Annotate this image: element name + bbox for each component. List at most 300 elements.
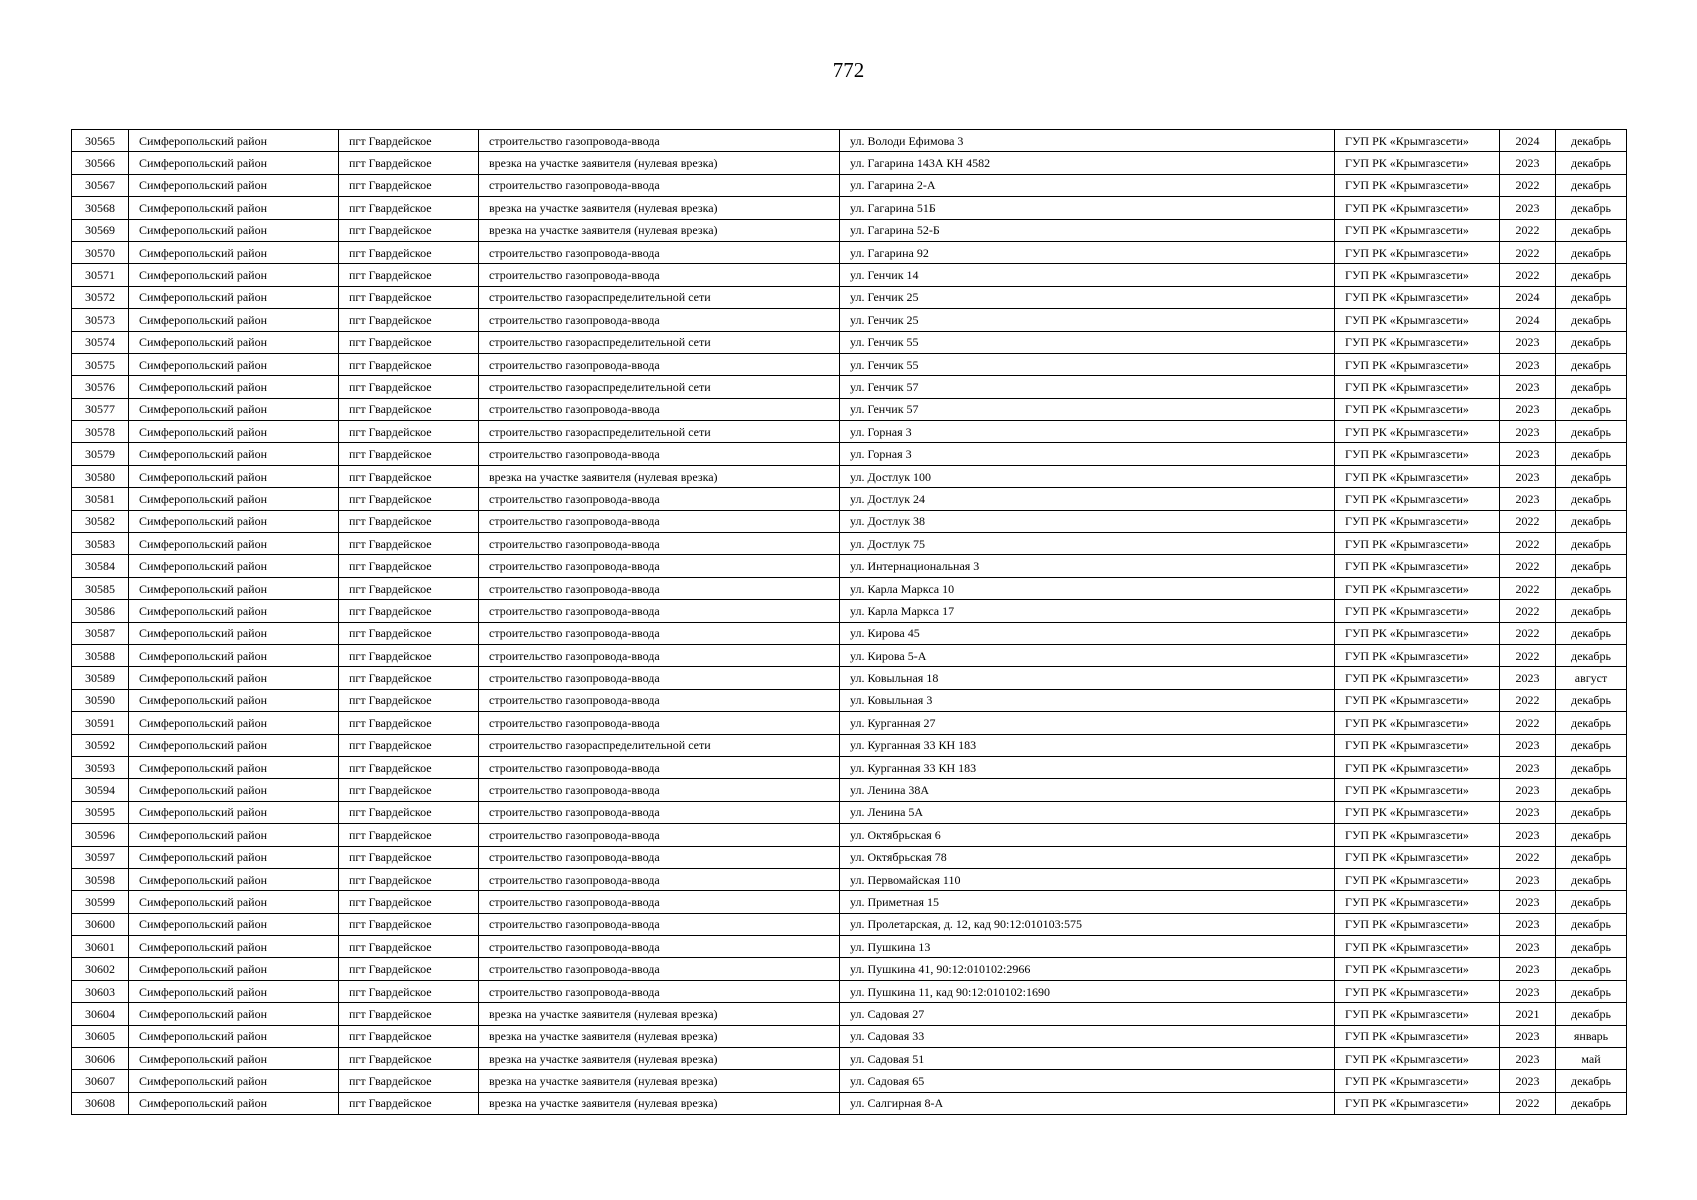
cell-address: ул. Садовая 51 — [840, 1048, 1335, 1070]
cell-district: Симферопольский район — [129, 734, 339, 756]
cell-settlement: пгт Гвардейское — [339, 891, 479, 913]
cell-organization: ГУП РК «Крымгазсети» — [1335, 712, 1500, 734]
cell-row-number: 30601 — [72, 936, 129, 958]
cell-address: ул. Генчик 55 — [840, 331, 1335, 353]
cell-month: декабрь — [1556, 712, 1627, 734]
cell-settlement: пгт Гвардейское — [339, 1092, 479, 1114]
cell-work-type: строительство газопровода-ввода — [479, 824, 840, 846]
cell-work-type: строительство газопровода-ввода — [479, 913, 840, 935]
cell-month: декабрь — [1556, 868, 1627, 890]
cell-address: ул. Садовая 33 — [840, 1025, 1335, 1047]
table-row — [72, 286, 1627, 308]
cell-district: Симферопольский район — [129, 465, 339, 487]
table-row — [72, 1003, 1627, 1025]
cell-organization: ГУП РК «Крымгазсети» — [1335, 309, 1500, 331]
table-row — [72, 174, 1627, 196]
cell-year: 2022 — [1500, 846, 1556, 868]
cell-address: ул. Пролетарская, д. 12, кад 90:12:010103:575 — [840, 913, 1335, 935]
cell-row-number: 30583 — [72, 533, 129, 555]
cell-year: 2024 — [1500, 286, 1556, 308]
cell-address: ул. Садовая 65 — [840, 1070, 1335, 1092]
cell-month: декабрь — [1556, 331, 1627, 353]
cell-work-type: строительство газораспределительной сети — [479, 421, 840, 443]
cell-address: ул. Генчик 25 — [840, 309, 1335, 331]
cell-organization: ГУП РК «Крымгазсети» — [1335, 421, 1500, 443]
cell-work-type: строительство газопровода-ввода — [479, 936, 840, 958]
table-row — [72, 465, 1627, 487]
cell-organization: ГУП РК «Крымгазсети» — [1335, 465, 1500, 487]
cell-work-type: строительство газопровода-ввода — [479, 891, 840, 913]
cell-year: 2023 — [1500, 868, 1556, 890]
cell-work-type: строительство газопровода-ввода — [479, 555, 840, 577]
cell-work-type: строительство газопровода-ввода — [479, 689, 840, 711]
cell-row-number: 30575 — [72, 353, 129, 375]
cell-row-number: 30565 — [72, 130, 129, 152]
cell-settlement: пгт Гвардейское — [339, 689, 479, 711]
cell-work-type: строительство газопровода-ввода — [479, 958, 840, 980]
cell-settlement: пгт Гвардейское — [339, 622, 479, 644]
table-row — [72, 376, 1627, 398]
cell-month: декабрь — [1556, 756, 1627, 778]
cell-address: ул. Генчик 57 — [840, 376, 1335, 398]
cell-organization: ГУП РК «Крымгазсети» — [1335, 868, 1500, 890]
cell-year: 2024 — [1500, 130, 1556, 152]
cell-district: Симферопольский район — [129, 689, 339, 711]
cell-year: 2023 — [1500, 667, 1556, 689]
cell-organization: ГУП РК «Крымгазсети» — [1335, 376, 1500, 398]
cell-organization: ГУП РК «Крымгазсети» — [1335, 756, 1500, 778]
cell-work-type: строительство газораспределительной сети — [479, 734, 840, 756]
cell-district: Симферопольский район — [129, 1070, 339, 1092]
cell-work-type: строительство газопровода-ввода — [479, 667, 840, 689]
cell-year: 2023 — [1500, 913, 1556, 935]
cell-organization: ГУП РК «Крымгазсети» — [1335, 510, 1500, 532]
cell-month: декабрь — [1556, 734, 1627, 756]
cell-settlement: пгт Гвардейское — [339, 600, 479, 622]
cell-organization: ГУП РК «Крымгазсети» — [1335, 801, 1500, 823]
cell-year: 2022 — [1500, 533, 1556, 555]
cell-year: 2023 — [1500, 465, 1556, 487]
cell-district: Симферопольский район — [129, 824, 339, 846]
cell-year: 2023 — [1500, 801, 1556, 823]
cell-organization: ГУП РК «Крымгазсети» — [1335, 936, 1500, 958]
cell-work-type: строительство газораспределительной сети — [479, 286, 840, 308]
cell-month: декабрь — [1556, 488, 1627, 510]
cell-settlement: пгт Гвардейское — [339, 913, 479, 935]
cell-month: декабрь — [1556, 174, 1627, 196]
cell-month: декабрь — [1556, 197, 1627, 219]
cell-organization: ГУП РК «Крымгазсети» — [1335, 1070, 1500, 1092]
cell-year: 2023 — [1500, 779, 1556, 801]
cell-district: Симферопольский район — [129, 756, 339, 778]
cell-address: ул. Ленина 5А — [840, 801, 1335, 823]
table-row — [72, 398, 1627, 420]
cell-work-type: строительство газораспределительной сети — [479, 331, 840, 353]
cell-address: ул. Гагарина 92 — [840, 241, 1335, 263]
cell-month: декабрь — [1556, 241, 1627, 263]
cell-work-type: строительство газопровода-ввода — [479, 488, 840, 510]
cell-year: 2022 — [1500, 622, 1556, 644]
cell-row-number: 30584 — [72, 555, 129, 577]
cell-district: Симферопольский район — [129, 376, 339, 398]
cell-work-type: врезка на участке заявителя (нулевая врезка) — [479, 219, 840, 241]
cell-address: ул. Горная 3 — [840, 421, 1335, 443]
cell-year: 2023 — [1500, 958, 1556, 980]
cell-address: ул. Пушкина 11, кад 90:12:010102:1690 — [840, 980, 1335, 1002]
cell-year: 2022 — [1500, 219, 1556, 241]
table-row — [72, 600, 1627, 622]
cell-address: ул. Генчик 25 — [840, 286, 1335, 308]
cell-work-type: строительство газопровода-ввода — [479, 980, 840, 1002]
cell-settlement: пгт Гвардейское — [339, 1003, 479, 1025]
cell-settlement: пгт Гвардейское — [339, 421, 479, 443]
cell-year: 2022 — [1500, 689, 1556, 711]
table-row — [72, 622, 1627, 644]
cell-month: декабрь — [1556, 152, 1627, 174]
cell-year: 2023 — [1500, 331, 1556, 353]
cell-organization: ГУП РК «Крымгазсети» — [1335, 734, 1500, 756]
cell-settlement: пгт Гвардейское — [339, 376, 479, 398]
cell-work-type: строительство газораспределительной сети — [479, 376, 840, 398]
cell-settlement: пгт Гвардейское — [339, 644, 479, 666]
cell-year: 2023 — [1500, 936, 1556, 958]
cell-year: 2022 — [1500, 174, 1556, 196]
cell-year: 2023 — [1500, 197, 1556, 219]
cell-district: Симферопольский район — [129, 398, 339, 420]
cell-district: Симферопольский район — [129, 980, 339, 1002]
cell-organization: ГУП РК «Крымгазсети» — [1335, 913, 1500, 935]
cell-month: декабрь — [1556, 1003, 1627, 1025]
table-row — [72, 331, 1627, 353]
cell-year: 2022 — [1500, 510, 1556, 532]
cell-work-type: строительство газопровода-ввода — [479, 644, 840, 666]
cell-work-type: строительство газопровода-ввода — [479, 264, 840, 286]
table-row — [72, 667, 1627, 689]
cell-work-type: строительство газопровода-ввода — [479, 756, 840, 778]
cell-work-type: строительство газопровода-ввода — [479, 712, 840, 734]
cell-month: декабрь — [1556, 622, 1627, 644]
cell-settlement: пгт Гвардейское — [339, 734, 479, 756]
cell-organization: ГУП РК «Крымгазсети» — [1335, 152, 1500, 174]
cell-row-number: 30571 — [72, 264, 129, 286]
cell-district: Симферопольский район — [129, 868, 339, 890]
cell-month: декабрь — [1556, 510, 1627, 532]
cell-row-number: 30568 — [72, 197, 129, 219]
cell-month: декабрь — [1556, 465, 1627, 487]
cell-row-number: 30607 — [72, 1070, 129, 1092]
cell-work-type: врезка на участке заявителя (нулевая врезка) — [479, 1003, 840, 1025]
cell-organization: ГУП РК «Крымгазсети» — [1335, 667, 1500, 689]
cell-month: декабрь — [1556, 533, 1627, 555]
cell-district: Симферопольский район — [129, 152, 339, 174]
cell-work-type: строительство газопровода-ввода — [479, 622, 840, 644]
cell-settlement: пгт Гвардейское — [339, 980, 479, 1002]
cell-year: 2022 — [1500, 264, 1556, 286]
cell-work-type: строительство газопровода-ввода — [479, 510, 840, 532]
cell-month: декабрь — [1556, 801, 1627, 823]
cell-settlement: пгт Гвардейское — [339, 1048, 479, 1070]
cell-settlement: пгт Гвардейское — [339, 264, 479, 286]
cell-work-type: строительство газопровода-ввода — [479, 130, 840, 152]
cell-address: ул. Достлук 38 — [840, 510, 1335, 532]
cell-year: 2023 — [1500, 488, 1556, 510]
cell-address: ул. Гагарина 2-А — [840, 174, 1335, 196]
cell-year: 2023 — [1500, 1048, 1556, 1070]
cell-settlement: пгт Гвардейское — [339, 577, 479, 599]
cell-row-number: 30598 — [72, 868, 129, 890]
registry-body — [72, 130, 1627, 1115]
cell-row-number: 30573 — [72, 309, 129, 331]
cell-district: Симферопольский район — [129, 600, 339, 622]
cell-month: декабрь — [1556, 958, 1627, 980]
cell-work-type: строительство газопровода-ввода — [479, 846, 840, 868]
cell-settlement: пгт Гвардейское — [339, 958, 479, 980]
cell-address: ул. Достлук 100 — [840, 465, 1335, 487]
table-row — [72, 980, 1627, 1002]
cell-district: Симферопольский район — [129, 510, 339, 532]
cell-settlement: пгт Гвардейское — [339, 398, 479, 420]
cell-district: Симферопольский район — [129, 622, 339, 644]
table-row — [72, 219, 1627, 241]
cell-district: Симферопольский район — [129, 533, 339, 555]
cell-address: ул. Ленина 38А — [840, 779, 1335, 801]
cell-row-number: 30605 — [72, 1025, 129, 1047]
cell-work-type: строительство газопровода-ввода — [479, 577, 840, 599]
cell-row-number: 30608 — [72, 1092, 129, 1114]
cell-district: Симферопольский район — [129, 936, 339, 958]
cell-district: Симферопольский район — [129, 913, 339, 935]
table-row — [72, 1092, 1627, 1114]
cell-row-number: 30593 — [72, 756, 129, 778]
cell-month: декабрь — [1556, 577, 1627, 599]
cell-work-type: врезка на участке заявителя (нулевая врезка) — [479, 1048, 840, 1070]
cell-district: Симферопольский район — [129, 197, 339, 219]
cell-row-number: 30581 — [72, 488, 129, 510]
cell-row-number: 30597 — [72, 846, 129, 868]
cell-organization: ГУП РК «Крымгазсети» — [1335, 353, 1500, 375]
cell-month: декабрь — [1556, 421, 1627, 443]
cell-district: Симферопольский район — [129, 577, 339, 599]
cell-address: ул. Генчик 55 — [840, 353, 1335, 375]
cell-year: 2023 — [1500, 421, 1556, 443]
cell-month: декабрь — [1556, 309, 1627, 331]
cell-year: 2023 — [1500, 376, 1556, 398]
table-row — [72, 801, 1627, 823]
cell-organization: ГУП РК «Крымгазсети» — [1335, 824, 1500, 846]
cell-district: Симферопольский район — [129, 286, 339, 308]
cell-organization: ГУП РК «Крымгазсети» — [1335, 197, 1500, 219]
table-row — [72, 264, 1627, 286]
cell-month: декабрь — [1556, 824, 1627, 846]
cell-settlement: пгт Гвардейское — [339, 130, 479, 152]
cell-district: Симферопольский район — [129, 421, 339, 443]
cell-district: Симферопольский район — [129, 667, 339, 689]
cell-district: Симферопольский район — [129, 219, 339, 241]
cell-organization: ГУП РК «Крымгазсети» — [1335, 644, 1500, 666]
cell-year: 2022 — [1500, 241, 1556, 263]
cell-district: Симферопольский район — [129, 331, 339, 353]
cell-organization: ГУП РК «Крымгазсети» — [1335, 331, 1500, 353]
cell-month: декабрь — [1556, 443, 1627, 465]
cell-settlement: пгт Гвардейское — [339, 936, 479, 958]
cell-district: Симферопольский район — [129, 958, 339, 980]
cell-month: декабрь — [1556, 376, 1627, 398]
cell-address: ул. Горная 3 — [840, 443, 1335, 465]
cell-district: Симферопольский район — [129, 130, 339, 152]
cell-work-type: строительство газопровода-ввода — [479, 600, 840, 622]
cell-row-number: 30602 — [72, 958, 129, 980]
cell-work-type: строительство газопровода-ввода — [479, 533, 840, 555]
cell-row-number: 30582 — [72, 510, 129, 532]
cell-month: декабрь — [1556, 644, 1627, 666]
cell-settlement: пгт Гвардейское — [339, 488, 479, 510]
table-row — [72, 130, 1627, 152]
cell-year: 2023 — [1500, 398, 1556, 420]
cell-row-number: 30570 — [72, 241, 129, 263]
cell-row-number: 30594 — [72, 779, 129, 801]
cell-organization: ГУП РК «Крымгазсети» — [1335, 577, 1500, 599]
cell-district: Симферопольский район — [129, 644, 339, 666]
cell-year: 2022 — [1500, 577, 1556, 599]
cell-organization: ГУП РК «Крымгазсети» — [1335, 443, 1500, 465]
cell-settlement: пгт Гвардейское — [339, 555, 479, 577]
table-row — [72, 868, 1627, 890]
cell-district: Симферопольский район — [129, 891, 339, 913]
cell-organization: ГУП РК «Крымгазсети» — [1335, 600, 1500, 622]
cell-settlement: пгт Гвардейское — [339, 197, 479, 219]
cell-address: ул. Первомайская 110 — [840, 868, 1335, 890]
cell-work-type: врезка на участке заявителя (нулевая врезка) — [479, 197, 840, 219]
cell-district: Симферопольский район — [129, 488, 339, 510]
cell-organization: ГУП РК «Крымгазсети» — [1335, 130, 1500, 152]
cell-settlement: пгт Гвардейское — [339, 846, 479, 868]
cell-year: 2023 — [1500, 734, 1556, 756]
cell-work-type: строительство газопровода-ввода — [479, 241, 840, 263]
cell-address: ул. Садовая 27 — [840, 1003, 1335, 1025]
cell-settlement: пгт Гвардейское — [339, 801, 479, 823]
cell-year: 2023 — [1500, 756, 1556, 778]
cell-month: декабрь — [1556, 913, 1627, 935]
cell-row-number: 30579 — [72, 443, 129, 465]
cell-work-type: строительство газопровода-ввода — [479, 174, 840, 196]
table-row — [72, 421, 1627, 443]
cell-row-number: 30580 — [72, 465, 129, 487]
cell-organization: ГУП РК «Крымгазсети» — [1335, 286, 1500, 308]
table-row — [72, 1025, 1627, 1047]
cell-month: декабрь — [1556, 130, 1627, 152]
cell-organization: ГУП РК «Крымгазсети» — [1335, 891, 1500, 913]
cell-work-type: врезка на участке заявителя (нулевая врезка) — [479, 1092, 840, 1114]
cell-district: Симферопольский район — [129, 353, 339, 375]
cell-district: Симферопольский район — [129, 1092, 339, 1114]
cell-settlement: пгт Гвардейское — [339, 712, 479, 734]
gasification-registry-table — [71, 129, 1627, 1115]
cell-organization: ГУП РК «Крымгазсети» — [1335, 1092, 1500, 1114]
cell-address: ул. Кирова 5-А — [840, 644, 1335, 666]
cell-work-type: строительство газопровода-ввода — [479, 868, 840, 890]
cell-row-number: 30576 — [72, 376, 129, 398]
table-row — [72, 152, 1627, 174]
cell-year: 2022 — [1500, 1092, 1556, 1114]
cell-month: декабрь — [1556, 286, 1627, 308]
table-row — [72, 689, 1627, 711]
cell-organization: ГУП РК «Крымгазсети» — [1335, 1025, 1500, 1047]
cell-work-type: врезка на участке заявителя (нулевая врезка) — [479, 465, 840, 487]
cell-month: декабрь — [1556, 398, 1627, 420]
cell-work-type: врезка на участке заявителя (нулевая врезка) — [479, 1070, 840, 1092]
cell-settlement: пгт Гвардейское — [339, 152, 479, 174]
cell-row-number: 30586 — [72, 600, 129, 622]
cell-settlement: пгт Гвардейское — [339, 868, 479, 890]
cell-month: май — [1556, 1048, 1627, 1070]
table-row — [72, 958, 1627, 980]
cell-row-number: 30566 — [72, 152, 129, 174]
cell-organization: ГУП РК «Крымгазсети» — [1335, 1048, 1500, 1070]
cell-month: декабрь — [1556, 600, 1627, 622]
cell-organization: ГУП РК «Крымгазсети» — [1335, 398, 1500, 420]
cell-month: декабрь — [1556, 779, 1627, 801]
cell-organization: ГУП РК «Крымгазсети» — [1335, 958, 1500, 980]
cell-settlement: пгт Гвардейское — [339, 756, 479, 778]
cell-row-number: 30585 — [72, 577, 129, 599]
cell-organization: ГУП РК «Крымгазсети» — [1335, 1003, 1500, 1025]
cell-month: декабрь — [1556, 555, 1627, 577]
cell-month: декабрь — [1556, 846, 1627, 868]
cell-settlement: пгт Гвардейское — [339, 824, 479, 846]
cell-organization: ГУП РК «Крымгазсети» — [1335, 689, 1500, 711]
cell-settlement: пгт Гвардейское — [339, 309, 479, 331]
cell-address: ул. Пушкина 41, 90:12:010102:2966 — [840, 958, 1335, 980]
table-row — [72, 510, 1627, 532]
cell-year: 2022 — [1500, 600, 1556, 622]
table-row — [72, 936, 1627, 958]
cell-address: ул. Достлук 75 — [840, 533, 1335, 555]
cell-row-number: 30569 — [72, 219, 129, 241]
cell-settlement: пгт Гвардейское — [339, 779, 479, 801]
cell-address: ул. Курганная 33 КН 183 — [840, 756, 1335, 778]
cell-settlement: пгт Гвардейское — [339, 219, 479, 241]
cell-settlement: пгт Гвардейское — [339, 353, 479, 375]
table-row — [72, 577, 1627, 599]
cell-settlement: пгт Гвардейское — [339, 1025, 479, 1047]
cell-settlement: пгт Гвардейское — [339, 465, 479, 487]
cell-address: ул. Октябрьская 6 — [840, 824, 1335, 846]
table-row — [72, 555, 1627, 577]
table-row — [72, 644, 1627, 666]
cell-address: ул. Генчик 57 — [840, 398, 1335, 420]
cell-address: ул. Генчик 14 — [840, 264, 1335, 286]
cell-year: 2024 — [1500, 309, 1556, 331]
cell-organization: ГУП РК «Крымгазсети» — [1335, 779, 1500, 801]
cell-district: Симферопольский район — [129, 309, 339, 331]
cell-organization: ГУП РК «Крымгазсети» — [1335, 533, 1500, 555]
cell-organization: ГУП РК «Крымгазсети» — [1335, 555, 1500, 577]
cell-district: Симферопольский район — [129, 846, 339, 868]
cell-row-number: 30567 — [72, 174, 129, 196]
cell-year: 2023 — [1500, 443, 1556, 465]
table-row — [72, 488, 1627, 510]
cell-address: ул. Гагарина 51Б — [840, 197, 1335, 219]
cell-row-number: 30600 — [72, 913, 129, 935]
cell-month: декабрь — [1556, 689, 1627, 711]
cell-district: Симферопольский район — [129, 712, 339, 734]
cell-month: август — [1556, 667, 1627, 689]
cell-month: декабрь — [1556, 936, 1627, 958]
cell-settlement: пгт Гвардейское — [339, 443, 479, 465]
table-row — [72, 1070, 1627, 1092]
cell-year: 2023 — [1500, 152, 1556, 174]
table-row — [72, 533, 1627, 555]
